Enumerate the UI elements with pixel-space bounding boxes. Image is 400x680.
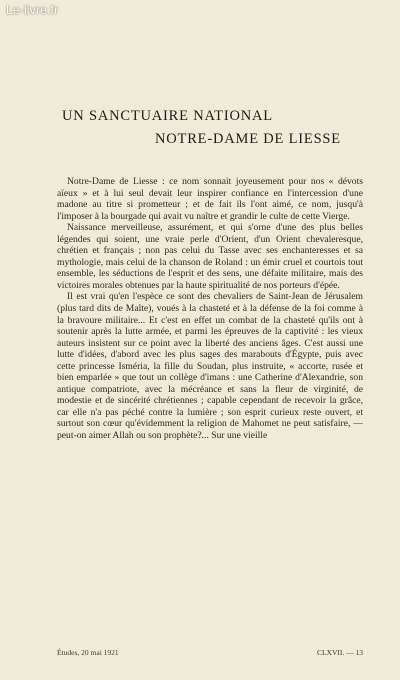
article-title-line1: UN SANCTUAIRE NATIONAL [62,108,273,124]
paragraph: Naissance merveilleuse, assurément, et qui s'orne d'une des plus belles légendes qui soient, une vraie perle d'Orient, d'un Orient chevaleresque, chrétien et français ; non pas celui du Tasse avec ses enchanteresses et sa mythologie, mais celui de la chanson de Roland : un émir cruel et courtois tout ensemble, les séductions de l'esprit et des sens, une défaite militaire, mais des victoires morales obtenues par la haute spiritualité de nos porteurs d'épée. [57,222,363,291]
site-watermark: Le-livre.fr [6,3,59,17]
paragraph: Il est vrai qu'en l'espèce ce sont des chevaliers de Saint-Jean de Jérusalem (plus tard dits de Malte), voués à la chasteté et à la défense de la foi comme à la bravoure militaire... Et c'est en effet un combat de la chasteté qu'ils ont à soutenir après la lutte armée, et parmi les épreuves de la captivité : les vieux auteurs insistent sur ce point avec la liberté des anciens âges. C'est aussi une lutte d'idées, d'abord avec les plus sages des marabouts d'Égypte, puis avec cette princesse Isméria, la fille du Soudan, plus instruite, « accorte, rusée et bien emparlée » que tout un collège d'imans : une Catherine d'Alexandrie, son antique compatriote, avec la mécréance et sans la fleur de virginité, de modestie et de sincérité chrétiennes ; capable cependant de recevoir la grâce, car elle n'a pas péché contre la lumière ; son esprit curieux reste ouvert, et surtout son cœur qu'évidemment la religion de Mahomet ne peut satisfaire, — peut-on aimer Allah ou son prophète?... Sur une vieille [57,291,363,442]
paragraph: Notre-Dame de Liesse : ce nom sonnait joyeusement pour nos « dévots aïeux » et à lui seul devait leur inspirer confiance en l'intercession d'une madone au titre si prometteur ; et de fait ils l'ont aimé, ce nom, jusqu'à l'imposer à la bourgade qui avait vu naître et grandir le culte de cette Vierge. [57,176,363,222]
footer-page-number: CLXVII. — 13 [316,648,363,657]
footer-source: Études, 20 mai 1921 [57,648,119,657]
article-body [57,176,363,442]
article-title-line2: NOTRE-DAME DE LIESSE [155,131,341,147]
